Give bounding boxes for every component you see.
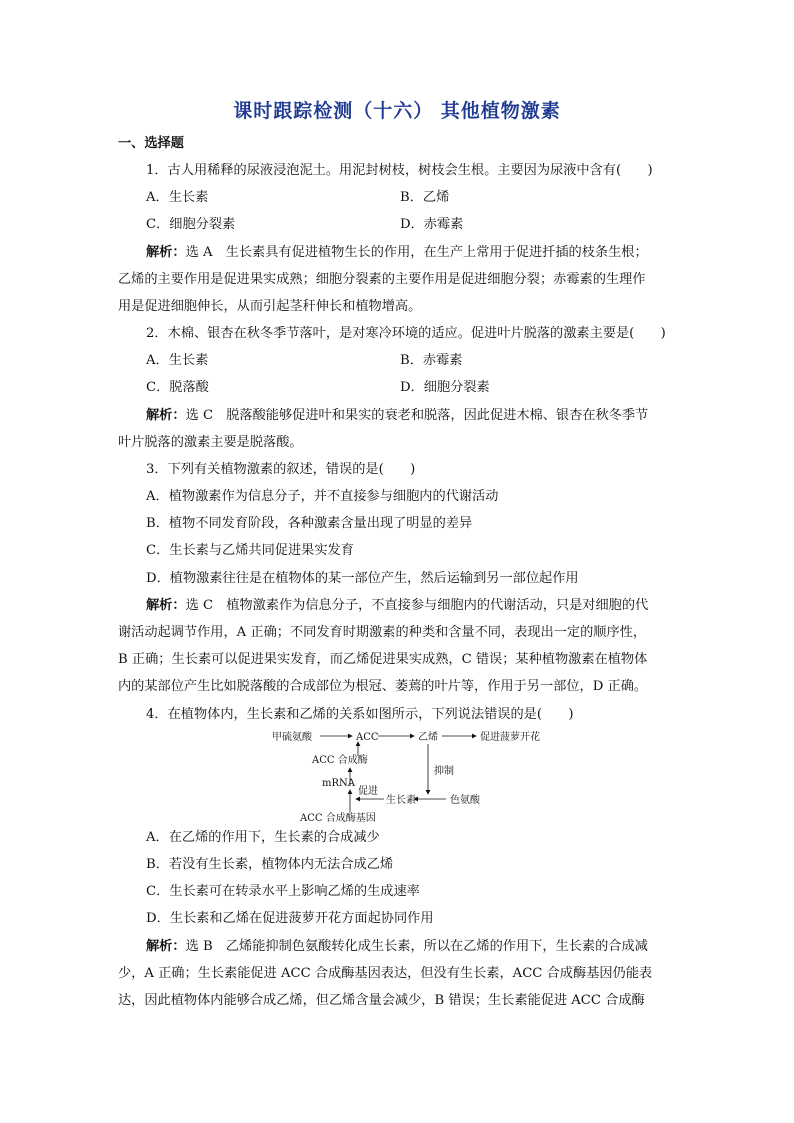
q1-answer-line-3: 用是促进细胞伸长，从而引起茎秆伸长和植物增高。 [118, 299, 422, 314]
q1-answer-text-1: 选 A 生长素具有促进植物生长的作用，在生产上常用于促进扦插的枝条生根； [185, 245, 648, 260]
node-acc-synthase: ACC 合成酶 [312, 755, 368, 766]
node-auxin: 生长素 [386, 795, 416, 806]
q1-option-d: D．赤霉素 [400, 217, 464, 232]
node-tryptophan: 色氨酸 [450, 795, 480, 806]
q4-answer-line-3: 达，因此植物体内能够合成乙烯，但乙烯含量会减少，B 错误；生长素能促进 ACC 合成酶 [118, 993, 645, 1008]
node-acc: ACC [356, 732, 379, 743]
q1-answer-line-2: 乙烯的主要作用是促进果实成熟；细胞分裂素的主要作用是促进细胞分裂；赤霉素的生理作 [118, 272, 646, 287]
label-promote: 促进 [358, 786, 378, 797]
q3-answer-line-2: 谢活动起调节作用，A 正确；不同发育时期激素的种类和含量不同，表现出一定的顺序性， [118, 625, 647, 640]
node-acc-synthase-gene: ACC 合成酶基因 [300, 813, 376, 824]
node-pineapple-flowering: 促进菠萝开花 [480, 732, 540, 743]
q2-answer-line-1 [146, 406, 648, 426]
q1-stem: 1．古人用稀释的尿液浸泡泥土。用泥封树枝，树枝会生根。主要因为尿液中含有( ) [146, 163, 653, 178]
q4-option-b: B．若没有生长素，植物体内无法合成乙烯 [146, 857, 394, 872]
q3-option-d: D．植物激素往往是在植物体的某一部位产生，然后运输到另一部位起作用 [146, 571, 579, 586]
q2-option-a: A．生长素 [146, 353, 209, 368]
q1-answer-label: 解析： [146, 245, 186, 260]
q4-answer-label: 解析： [146, 939, 186, 954]
q2-answer-label: 解析： [146, 408, 186, 423]
q4-answer-line-1 [146, 937, 648, 957]
q3-answer-line-3: B 正确；生长素可以促进果实发育，而乙烯促进果实成熟，C 错误；某种植物激素在植物体 [118, 652, 648, 667]
q4-answer-line-2: 少，A 正确；生长素能促进 ACC 合成酶基因表达，但没有生长素，ACC 合成酶基因仍能表 [118, 966, 653, 981]
q2-answer-line-2: 叶片脱落的激素主要是脱落酸。 [118, 435, 303, 450]
hormone-relationship-diagram [270, 728, 540, 824]
q2-option-c: C．脱落酸 [146, 380, 209, 395]
q3-answer-label: 解析： [146, 598, 186, 613]
node-methionine: 甲硫氨酸 [272, 732, 312, 743]
page-title: 课时跟踪检测（十六） 其他植物激素 [233, 100, 561, 122]
q3-answer-line-1 [146, 596, 648, 616]
node-ethylene: 乙烯 [418, 732, 438, 743]
q4-option-d: D．生长素和乙烯在促进菠萝开花方面起协同作用 [146, 911, 434, 926]
node-mrna: mRNA [322, 778, 355, 789]
q2-option-b: B．赤霉素 [400, 353, 463, 368]
q3-answer-text-1: 选 C 植物激素作为信息分子，不直接参与细胞内的代谢活动，只是对细胞的代 [185, 598, 649, 613]
q2-option-d: D．细胞分裂素 [400, 380, 490, 395]
q3-stem: 3．下列有关植物激素的叙述，错误的是( ) [146, 462, 416, 477]
q1-option-b: B．乙烯 [400, 190, 450, 205]
q1-answer-line-1 [146, 243, 648, 263]
q4-option-c: C．生长素可在转录水平上影响乙烯的生成速率 [146, 884, 420, 899]
q2-stem: 2．木棉、银杏在秋冬季节落叶，是对寒冷环境的适应。促进叶片脱落的激素主要是( ) [146, 326, 666, 341]
label-inhibit: 抑制 [434, 766, 454, 777]
section-heading: 一、选择题 [118, 136, 184, 151]
q1-option-a: A．生长素 [146, 190, 209, 205]
q3-option-c: C．生长素与乙烯共同促进果实发育 [146, 543, 354, 558]
q3-option-b: B．植物不同发育阶段，各种激素含量出现了明显的差异 [146, 516, 473, 531]
q3-answer-line-4: 内的某部位产生比如脱落酸的合成部位为根冠、萎蔫的叶片等，作用于另一部位，D 正确。 [118, 679, 648, 694]
q3-option-a: A．植物激素作为信息分子，并不直接参与细胞内的代谢活动 [146, 489, 499, 504]
q2-answer-text-1: 选 C 脱落酸能够促进叶和果实的衰老和脱落，因此促进木棉、银杏在秋冬季节 [185, 408, 649, 423]
q4-answer-text-1: 选 B 乙烯能抑制色氨酸转化成生长素，所以在乙烯的作用下，生长素的合成减 [185, 939, 648, 954]
q1-option-c: C．细胞分裂素 [146, 217, 236, 232]
q4-stem: 4．在植物体内，生长素和乙烯的关系如图所示，下列说法错误的是( ) [146, 707, 574, 722]
q4-option-a: A．在乙烯的作用下，生长素的合成减少 [146, 830, 380, 845]
